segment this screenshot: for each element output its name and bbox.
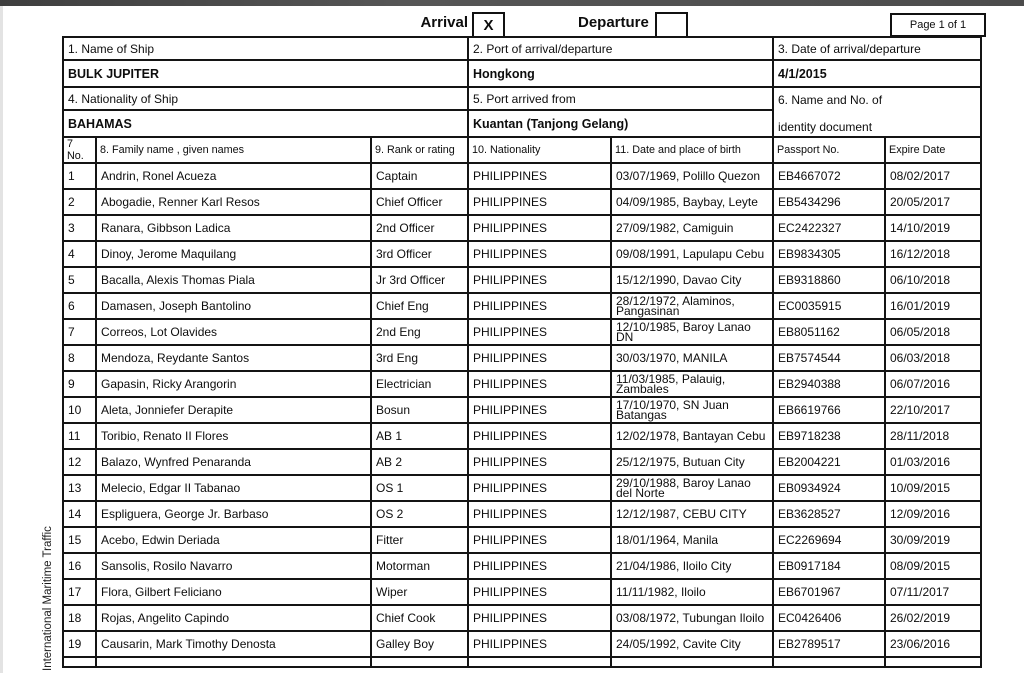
crew-name: Ranara, Gibbson Ladica <box>96 215 371 241</box>
crew-table-row <box>63 371 981 397</box>
crew-no: 7 <box>63 319 96 345</box>
crew-nationality: PHILIPPINES <box>468 553 611 579</box>
crew-list-table <box>62 36 982 668</box>
crew-expire: 08/02/2017 <box>885 163 981 189</box>
crew-rank: AB 2 <box>371 449 468 475</box>
port-of-arrival-label: 2. Port of arrival/departure <box>468 37 773 60</box>
crew-table-row <box>63 293 981 319</box>
crew-rank: 3rd Eng <box>371 345 468 371</box>
crew-table-row <box>63 215 981 241</box>
crew-no: 15 <box>63 527 96 553</box>
crew-table-row <box>63 553 981 579</box>
crew-name: Damasen, Joseph Bantolino <box>96 293 371 319</box>
crew-table-row <box>63 397 981 423</box>
crew-table-row <box>63 241 981 267</box>
crew-name: Toribio, Renato II Flores <box>96 423 371 449</box>
crew-rank: Chief Cook <box>371 605 468 631</box>
crew-expire: 06/07/2016 <box>885 371 981 397</box>
crew-expire: 14/10/2019 <box>885 215 981 241</box>
crew-passport: EB2940388 <box>773 371 885 397</box>
crew-rank: Chief Officer <box>371 189 468 215</box>
crew-passport: EB2789517 <box>773 631 885 657</box>
crew-table-row <box>63 319 981 345</box>
crew-nationality: PHILIPPINES <box>468 501 611 527</box>
crew-name: Balazo, Wynfred Penaranda <box>96 449 371 475</box>
col-header-birth: 11. Date and place of birth <box>611 137 773 163</box>
crew-name: Bacalla, Alexis Thomas Piala <box>96 267 371 293</box>
crew-passport: EB4667072 <box>773 163 885 189</box>
crew-no: 18 <box>63 605 96 631</box>
crew-name: Dinoy, Jerome Maquilang <box>96 241 371 267</box>
crew-name: Causarin, Mark Timothy Denosta <box>96 631 371 657</box>
crew-birth: 21/04/1986, Iloilo City <box>611 553 773 579</box>
crew-no: 6 <box>63 293 96 319</box>
crew-birth: 11/11/1982, Iloilo <box>611 579 773 605</box>
crew-table-row <box>63 163 981 189</box>
crew-expire: 16/01/2019 <box>885 293 981 319</box>
crew-table-row <box>63 189 981 215</box>
crew-table-row <box>63 631 981 657</box>
crew-name: Sansolis, Rosilo Navarro <box>96 553 371 579</box>
col-header-passport: Passport No. <box>773 137 885 163</box>
crew-rank: 2nd Officer <box>371 215 468 241</box>
crew-nationality: PHILIPPINES <box>468 267 611 293</box>
crew-passport: EB9718238 <box>773 423 885 449</box>
date-of-arrival-value: 4/1/2015 <box>773 60 981 87</box>
crew-no: 17 <box>63 579 96 605</box>
crew-passport: EB6619766 <box>773 397 885 423</box>
crew-nationality: PHILIPPINES <box>468 527 611 553</box>
crew-expire: 22/10/2017 <box>885 397 981 423</box>
crew-name: Acebo, Edwin Deriada <box>96 527 371 553</box>
page-indicator: Page 1 of 1 <box>890 13 986 37</box>
crew-passport: EC2422327 <box>773 215 885 241</box>
crew-nationality: PHILIPPINES <box>468 397 611 423</box>
crew-nationality: PHILIPPINES <box>468 319 611 345</box>
crew-name: Espliguera, George Jr. Barbaso <box>96 501 371 527</box>
crew-birth: 12/10/1985, Baroy Lanao DN <box>611 319 773 345</box>
arrival-label: Arrival <box>420 14 468 31</box>
crew-table-row <box>63 501 981 527</box>
crew-expire: 12/09/2016 <box>885 501 981 527</box>
port-of-arrival-value: Hongkong <box>468 60 773 87</box>
port-arrived-from-label: 5. Port arrived from <box>468 87 773 110</box>
crew-no: 14 <box>63 501 96 527</box>
crew-no: 13 <box>63 475 96 501</box>
col-header-rank: 9. Rank or rating <box>371 137 468 163</box>
crew-no: 9 <box>63 371 96 397</box>
scan-edge-left <box>0 6 3 673</box>
crew-birth: 30/03/1970, MANILA <box>611 345 773 371</box>
crew-passport: EB6701967 <box>773 579 885 605</box>
crew-table-row <box>63 475 981 501</box>
crew-nationality: PHILIPPINES <box>468 579 611 605</box>
crew-expire: 06/10/2018 <box>885 267 981 293</box>
crew-expire: 28/11/2018 <box>885 423 981 449</box>
crew-rows <box>63 163 981 657</box>
arrival-checkbox[interactable]: X <box>472 12 505 38</box>
crew-birth: 12/12/1987, CEBU CITY <box>611 501 773 527</box>
crew-no: 19 <box>63 631 96 657</box>
crew-no: 16 <box>63 553 96 579</box>
crew-birth: 17/10/1970, SN Juan Batangas <box>611 397 773 423</box>
col-header-expire: Expire Date <box>885 137 981 163</box>
crew-passport: EB8051162 <box>773 319 885 345</box>
scan-edge-top <box>0 0 1024 6</box>
crew-expire: 30/09/2019 <box>885 527 981 553</box>
crew-rank: 2nd Eng <box>371 319 468 345</box>
crew-rank: OS 2 <box>371 501 468 527</box>
col-header-family-name: 8. Family name , given names <box>96 137 371 163</box>
crew-passport: EB2004221 <box>773 449 885 475</box>
crew-rank: Electrician <box>371 371 468 397</box>
crew-nationality: PHILIPPINES <box>468 631 611 657</box>
crew-expire: 06/03/2018 <box>885 345 981 371</box>
crew-no: 10 <box>63 397 96 423</box>
departure-checkbox[interactable] <box>655 12 688 38</box>
nationality-of-ship-label: 4. Nationality of Ship <box>63 87 468 110</box>
crew-birth: 04/09/1985, Baybay, Leyte <box>611 189 773 215</box>
crew-birth: 25/12/1975, Butuan City <box>611 449 773 475</box>
identity-document-label <box>773 87 981 137</box>
name-of-ship-value: BULK JUPITER <box>63 60 468 87</box>
crew-no: 2 <box>63 189 96 215</box>
col-header-nationality: 10. Nationality <box>468 137 611 163</box>
crew-passport: EB3628527 <box>773 501 885 527</box>
crew-rank: Wiper <box>371 579 468 605</box>
crew-birth: 12/02/1978, Bantayan Cebu <box>611 423 773 449</box>
crew-table-row <box>63 423 981 449</box>
crew-rank: Bosun <box>371 397 468 423</box>
crew-birth: 11/03/1985, Palauig, Zambales <box>611 371 773 397</box>
port-arrived-from-value: Kuantan (Tanjong Gelang) <box>468 110 773 137</box>
crew-birth: 24/05/1992, Cavite City <box>611 631 773 657</box>
crew-name: Gapasin, Ricky Arangorin <box>96 371 371 397</box>
crew-nationality: PHILIPPINES <box>468 423 611 449</box>
crew-nationality: PHILIPPINES <box>468 293 611 319</box>
nationality-labels-row <box>63 87 981 110</box>
name-of-ship-label: 1. Name of Ship <box>63 37 468 60</box>
crew-nationality: PHILIPPINES <box>468 345 611 371</box>
crew-no: 3 <box>63 215 96 241</box>
crew-birth: 27/09/1982, Camiguin <box>611 215 773 241</box>
crew-table-row <box>63 267 981 293</box>
crew-expire: 01/03/2016 <box>885 449 981 475</box>
crew-expire: 08/09/2015 <box>885 553 981 579</box>
crew-rank: AB 1 <box>371 423 468 449</box>
crew-nationality: PHILIPPINES <box>468 449 611 475</box>
ship-labels-row <box>63 37 981 60</box>
crew-passport: EC2269694 <box>773 527 885 553</box>
crew-rank: Jr 3rd Officer <box>371 267 468 293</box>
crew-birth: 03/07/1969, Polillo Quezon <box>611 163 773 189</box>
crew-expire: 07/11/2017 <box>885 579 981 605</box>
crew-rank: OS 1 <box>371 475 468 501</box>
crew-passport: EB9318860 <box>773 267 885 293</box>
crew-nationality: PHILIPPINES <box>468 189 611 215</box>
crew-rank: 3rd Officer <box>371 241 468 267</box>
crew-nationality: PHILIPPINES <box>468 241 611 267</box>
crew-nationality: PHILIPPINES <box>468 215 611 241</box>
crew-birth: 15/12/1990, Davao City <box>611 267 773 293</box>
column-header-row <box>63 137 981 163</box>
crew-name: Andrin, Ronel Acueza <box>96 163 371 189</box>
crew-nationality: PHILIPPINES <box>468 475 611 501</box>
crew-passport: EC0426406 <box>773 605 885 631</box>
crew-expire: 20/05/2017 <box>885 189 981 215</box>
crew-passport: EB7574544 <box>773 345 885 371</box>
crew-passport: EB5434296 <box>773 189 885 215</box>
crew-name: Rojas, Angelito Capindo <box>96 605 371 631</box>
crew-nationality: PHILIPPINES <box>468 605 611 631</box>
crew-expire: 06/05/2018 <box>885 319 981 345</box>
crew-birth: 28/12/1972, Alaminos, Pangasinan <box>611 293 773 319</box>
crew-table-row <box>63 605 981 631</box>
crew-birth: 18/01/1964, Manila <box>611 527 773 553</box>
crew-table-row <box>63 449 981 475</box>
crew-rank: Captain <box>371 163 468 189</box>
crew-rank: Galley Boy <box>371 631 468 657</box>
crew-birth: 09/08/1991, Lapulapu Cebu <box>611 241 773 267</box>
crew-name: Aleta, Jonniefer Derapite <box>96 397 371 423</box>
crew-expire: 10/09/2015 <box>885 475 981 501</box>
col-header-no: 7 No. <box>63 137 96 163</box>
crew-passport: EB9834305 <box>773 241 885 267</box>
crew-no: 11 <box>63 423 96 449</box>
crew-no: 12 <box>63 449 96 475</box>
crew-no: 8 <box>63 345 96 371</box>
crew-no: 5 <box>63 267 96 293</box>
crew-name: Abogadie, Renner Karl Resos <box>96 189 371 215</box>
crew-expire: 23/06/2016 <box>885 631 981 657</box>
crew-table-row <box>63 579 981 605</box>
crew-name: Mendoza, Reydante Santos <box>96 345 371 371</box>
crew-nationality: PHILIPPINES <box>468 163 611 189</box>
ship-values-row <box>63 60 981 87</box>
crew-passport: EB0934924 <box>773 475 885 501</box>
crew-name: Melecio, Edgar II Tabanao <box>96 475 371 501</box>
crew-nationality: PHILIPPINES <box>468 371 611 397</box>
crew-no: 1 <box>63 163 96 189</box>
crew-expire: 16/12/2018 <box>885 241 981 267</box>
crew-name: Correos, Lot Olavides <box>96 319 371 345</box>
crew-passport: EB0917184 <box>773 553 885 579</box>
crew-no: 4 <box>63 241 96 267</box>
date-of-arrival-label: 3. Date of arrival/departure <box>773 37 981 60</box>
crew-table-row <box>63 345 981 371</box>
departure-label: Departure <box>578 14 649 31</box>
crew-expire: 26/02/2019 <box>885 605 981 631</box>
identity-document-label-line1: 6. Name and No. of <box>778 93 883 107</box>
crew-passport: EC0035915 <box>773 293 885 319</box>
partial-next-row <box>63 657 981 667</box>
nationality-of-ship-value: BAHAMAS <box>63 110 468 137</box>
crew-name: Flora, Gilbert Feliciano <box>96 579 371 605</box>
crew-rank: Fitter <box>371 527 468 553</box>
crew-rank: Motorman <box>371 553 468 579</box>
crew-birth: 03/08/1972, Tubungan Iloilo <box>611 605 773 631</box>
crew-birth: 29/10/1988, Baroy Lanao del Norte <box>611 475 773 501</box>
crew-table-row <box>63 527 981 553</box>
side-caption-international-maritime-traffic: International Maritime Traffic <box>42 526 54 671</box>
identity-document-label-line2: identity document <box>778 120 873 134</box>
crew-rank: Chief Eng <box>371 293 468 319</box>
